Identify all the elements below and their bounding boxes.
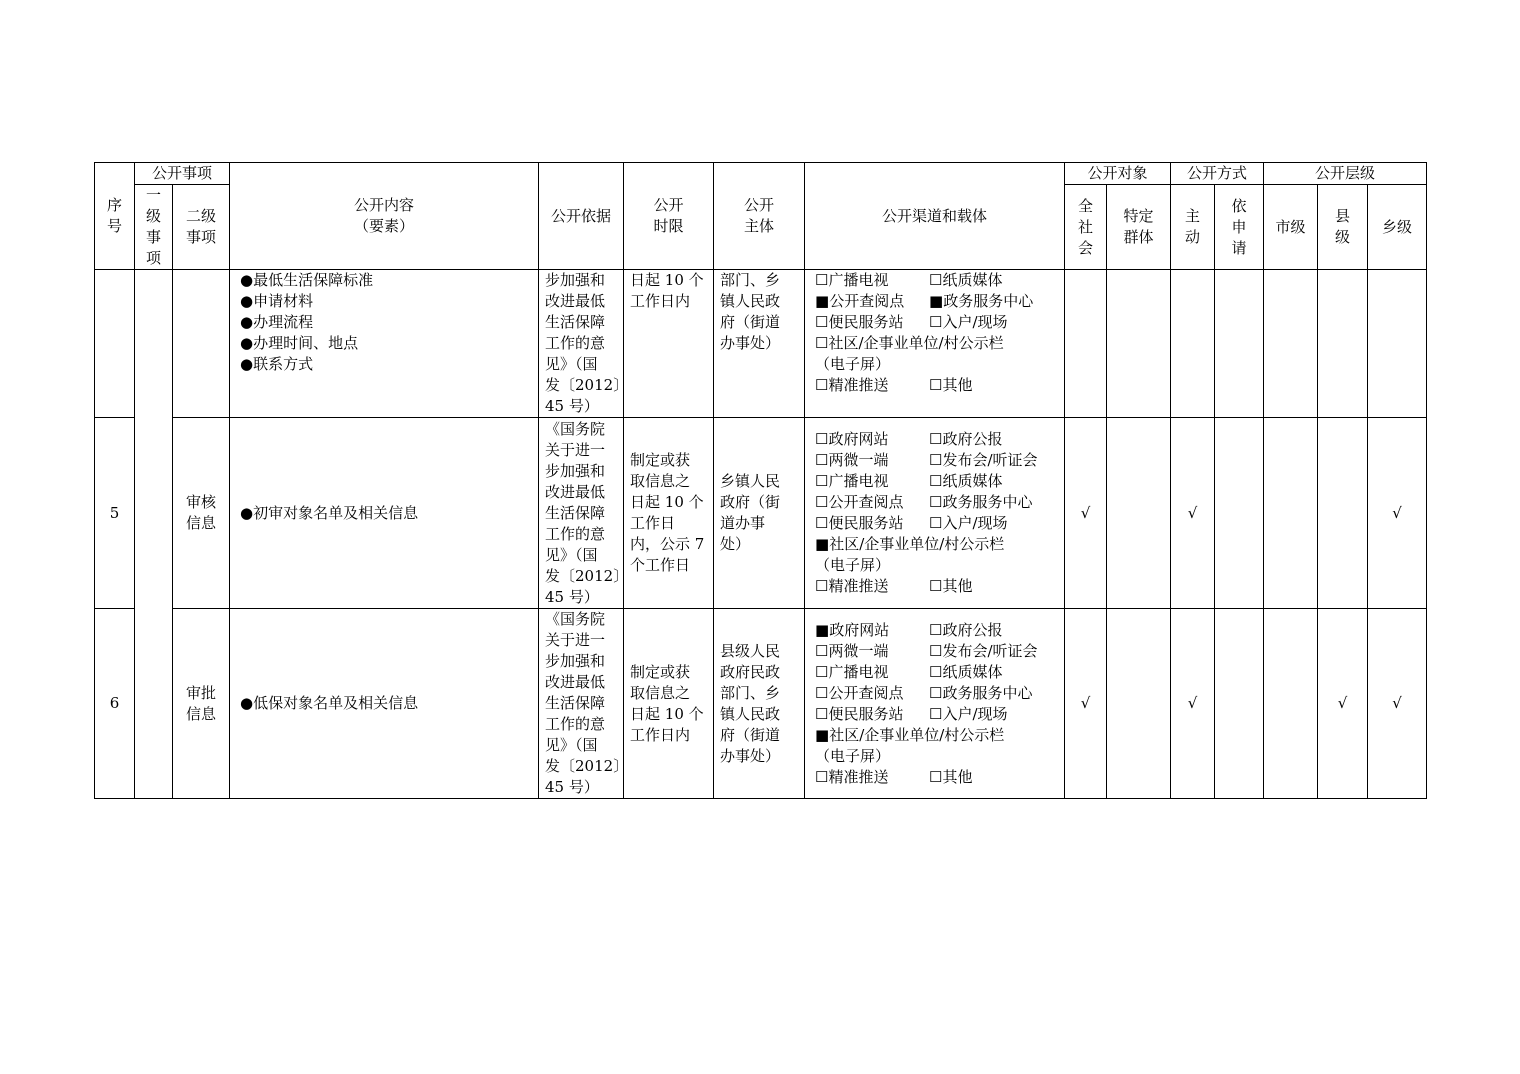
row-level-county: √ [1318,609,1368,799]
time-limit-line: 个工作日 [630,556,691,574]
row-subject [714,270,805,418]
header-level1: 一级事项 [135,185,173,270]
row-level-city [1264,418,1318,609]
channel-line: （电子屏） [815,355,891,373]
table-body [95,270,1427,799]
channel-line: （电子屏） [815,556,891,574]
level2-line: 信息 [186,704,217,723]
content-item: ●办理流程 [240,313,314,331]
header-items-group: 公开事项 [135,163,230,185]
header-level-city: 市级 [1264,185,1318,270]
time-limit-line: 内，公示 7 [630,535,705,553]
header-subject-l1: 公开 [744,196,775,214]
content-item: ●联系方式 [240,355,314,373]
time-limit-line: 工作日内 [630,725,691,744]
time-limit-line: 工作日内 [630,292,691,310]
header-basis: 公开依据 [539,163,624,270]
row-level2 [173,609,230,799]
row-basis [539,418,629,609]
subject-line: 办事处） [720,746,781,765]
header-time-limit-l2: 时限 [653,217,684,235]
row-level-town: √ [1368,609,1427,799]
subject-line: 镇人民政 [720,704,781,723]
table-row [95,418,1427,609]
subject-line: 部门、乡 [720,271,781,289]
row-time-limit [624,270,714,418]
row-seq: 6 [95,609,135,799]
basis-line: 关于进一 [545,631,606,649]
channel-line: ☐便民服务站 ☐入户/现场 [815,313,1008,331]
basis-line: 改进最低 [545,482,606,501]
basis-line: 工作的意 [545,715,606,733]
basis-line: 步加强和 [545,271,606,289]
row-subject [714,418,805,609]
basis-line: 发〔2012〕 [545,757,629,775]
row-channels [805,270,1065,418]
level2-line: 审批 [186,683,217,702]
row-time-limit [624,418,714,609]
row-seq [95,270,135,418]
basis-line: 步加强和 [545,461,606,480]
channel-line: ■公开查阅点 ■政务服务中心 [815,292,1034,310]
row-content [230,609,539,799]
time-limit-line: 日起 10 个 [630,271,704,289]
subject-line: 乡镇人民 [720,472,781,490]
subject-line: 府（街道 [720,725,781,744]
row-channels [805,418,1065,609]
row-method-active: √ [1171,609,1215,799]
row-method-request [1215,418,1264,609]
basis-line: 《国务院 [545,610,606,628]
content-item: ●初审对象名单及相关信息 [240,503,419,522]
basis-line: 改进最低 [545,292,606,310]
basis-line: 《国务院 [545,419,606,438]
channel-line: ☐政府网站 ☐政府公报 [815,430,1003,448]
disclosure-table [94,162,1427,799]
header-time-limit-l1: 公开 [653,196,684,214]
basis-line: 生活保障 [545,313,606,331]
header-method-active: 主动 [1171,185,1215,270]
subject-line: 部门、乡 [720,683,781,702]
channel-line: ☐两微一端 ☐发布会/听证会 [815,641,1038,660]
header-level-town: 乡级 [1368,185,1427,270]
time-limit-line: 制定或获 [630,662,691,681]
channel-line: ☐精准推送 ☐其他 [815,376,973,394]
channel-line: ☐精准推送 ☐其他 [815,577,973,595]
header-target-all: 全社会 [1065,185,1107,270]
subject-line: 府（街道 [720,313,781,331]
row-basis [539,609,629,799]
level2-line: 审核 [186,493,217,511]
row-target-all: √ [1065,609,1107,799]
channel-line: ■政府网站 ☐政府公报 [815,620,1003,639]
time-limit-line: 取信息之 [630,683,691,702]
channel-line: （电子屏） [815,746,891,765]
channel-line: ☐广播电视 ☐纸质媒体 [815,271,1003,289]
level1-cell [135,270,173,799]
table-row [95,270,1427,418]
subject-line: 道办事 [720,514,766,532]
row-basis [539,270,629,418]
row-target-specific [1107,418,1171,609]
header-subject [714,163,805,270]
row-method-active: √ [1171,418,1215,609]
channel-line: ☐精准推送 ☐其他 [815,767,973,786]
subject-line: 镇人民政 [720,292,781,310]
row-target-all: √ [1065,418,1107,609]
row-level-town [1368,270,1427,418]
subject-line: 政府民政 [720,662,781,681]
row-level-county [1318,270,1368,418]
header-channels: 公开渠道和载体 [805,163,1065,270]
header-method-group: 公开方式 [1171,163,1264,185]
subject-line: 政府（街 [720,493,781,511]
time-limit-line: 日起 10 个 [630,704,704,723]
subject-line: 县级人民 [720,641,781,660]
content-item: ●申请材料 [240,292,314,310]
header-target-specific-l1: 特定 [1123,207,1154,225]
channel-line: ☐公开查阅点 ☐政务服务中心 [815,683,1033,702]
basis-line: 见》（国 [545,355,598,373]
row-target-all [1065,270,1107,418]
header-method-request: 依申请 [1215,185,1264,270]
basis-line: 工作的意 [545,524,606,543]
row-level-city [1264,270,1318,418]
row-channels [805,609,1065,799]
header-level-group: 公开层级 [1264,163,1427,185]
header-content-sub: （要素） [354,217,415,235]
table-row [95,609,1427,799]
row-method-request [1215,270,1264,418]
header-content-label: 公开内容 [354,196,415,214]
channel-line: ■社区/企事业单位/村公示栏 [815,535,1005,553]
row-content [230,270,539,418]
channel-line: ☐两微一端 ☐发布会/听证会 [815,451,1038,469]
row-method-active [1171,270,1215,418]
row-target-specific [1107,609,1171,799]
basis-line: 步加强和 [545,652,606,670]
row-content [230,418,539,609]
header-target-specific-l2: 群体 [1123,228,1154,246]
row-level-county [1318,418,1368,609]
header-target-specific [1107,185,1171,270]
header-content [230,163,539,270]
basis-line: 45 号） [545,397,599,415]
row-level2 [173,418,230,609]
subject-line: 处） [720,535,751,553]
time-limit-line: 制定或获 [630,451,691,469]
time-limit-line: 工作日 [630,514,676,532]
row-target-specific [1107,270,1171,418]
basis-line: 生活保障 [545,503,606,522]
basis-line: 发〔2012〕 [545,376,629,394]
channel-line: ☐广播电视 ☐纸质媒体 [815,472,1003,490]
basis-line: 45 号） [545,778,599,796]
level2-line: 信息 [186,514,217,532]
time-limit-line: 日起 10 个 [630,493,704,511]
basis-line: 发〔2012〕 [545,566,629,585]
row-level2 [173,270,230,418]
channel-line: ☐公开查阅点 ☐政务服务中心 [815,493,1033,511]
row-level-city [1264,609,1318,799]
row-time-limit [624,609,714,799]
row-level-town: √ [1368,418,1427,609]
row-seq: 5 [95,418,135,609]
header-subject-l2: 主体 [744,217,775,235]
header-target-group: 公开对象 [1065,163,1171,185]
content-item: ●最低生活保障标准 [240,271,374,289]
basis-line: 见》（国 [545,736,598,754]
header-time-limit [624,163,714,270]
row-method-request [1215,609,1264,799]
basis-line: 45 号） [545,587,599,606]
channel-line: ☐便民服务站 ☐入户/现场 [815,704,1008,723]
basis-line: 关于进一 [545,440,606,459]
basis-line: 工作的意 [545,334,606,352]
channel-line: ☐便民服务站 ☐入户/现场 [815,514,1008,532]
basis-line: 生活保障 [545,694,606,712]
table-header [95,163,1427,270]
channel-line: ☐广播电视 ☐纸质媒体 [815,662,1003,681]
basis-line: 改进最低 [545,673,606,691]
header-seq: 序号 [95,163,135,270]
content-item: ●低保对象名单及相关信息 [240,694,419,712]
channel-line: ■社区/企事业单位/村公示栏 [815,725,1005,744]
content-item: ●办理时间、地点 [240,334,359,352]
header-level2: 二级事项 [173,185,230,270]
basis-line: 见》（国 [545,545,598,564]
time-limit-line: 取信息之 [630,472,691,490]
header-level-county: 县级 [1318,185,1368,270]
channel-line: ☐社区/企事业单位/村公示栏 [815,334,1004,352]
row-subject [714,609,805,799]
subject-line: 办事处） [720,334,781,352]
